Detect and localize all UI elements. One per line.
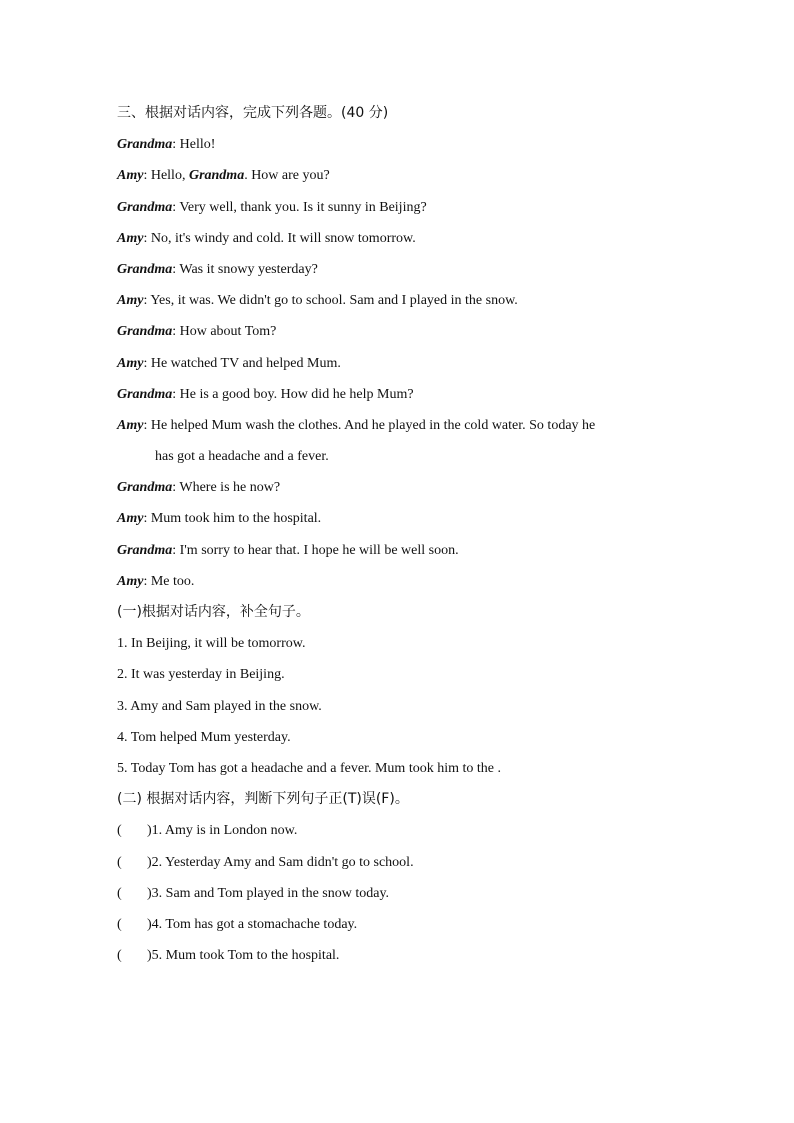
dialogue-text: : He watched TV and helped Mum. (143, 355, 341, 371)
dialogue-line (117, 129, 697, 160)
speaker-name: Amy (117, 168, 144, 184)
fill-in-item: 4. Tom helped Mum yesterday. (117, 729, 291, 745)
dialogue-line (117, 192, 697, 223)
part-two (117, 784, 697, 971)
dialogue-text: : Me too. (143, 573, 195, 589)
statement-text: )3. Sam and Tom played in the snow today. (147, 885, 390, 901)
true-false-item (117, 940, 697, 971)
true-false-item (117, 815, 697, 846)
dialogue-line (117, 348, 697, 379)
part-one (117, 597, 697, 784)
dialogue-text: : How about Tom? (172, 324, 277, 340)
dialogue-text: : Mum took him to the hospital. (143, 511, 322, 527)
dialogue-line (117, 223, 697, 254)
dialogue-text: : Was it snowy yesterday? (172, 261, 318, 277)
speaker-name: Amy (117, 293, 144, 309)
dialogue-line (117, 160, 697, 191)
true-false-item (117, 909, 697, 940)
fill-in-item: 2. It was yesterday in Beijing. (117, 667, 285, 683)
speaker-name: Grandma (117, 324, 173, 340)
speaker-name: Grandma (117, 480, 173, 496)
answer-paren: ( (117, 916, 122, 932)
fill-in-item: 3. Amy and Sam played in the snow. (117, 698, 322, 714)
answer-paren: ( (117, 854, 122, 870)
dialogue-line (117, 566, 697, 597)
dialogue-text: : I'm sorry to hear that. I hope he will be well soon. (172, 542, 459, 558)
dialogue-line (117, 472, 697, 503)
speaker-name: Amy (117, 511, 144, 527)
worksheet (117, 98, 697, 971)
dialogue-line (117, 285, 697, 316)
dialogue-text: : He is a good boy. How did he help Mum? (172, 386, 414, 402)
section-title: 三、根据对话内容，完成下列各题。(40 分) (117, 105, 389, 121)
speaker-name: Amy (117, 573, 144, 589)
speaker-name: Grandma (117, 137, 173, 153)
fill-in-item: 5. Today Tom has got a headache and a fever. Mum took him to the . (117, 760, 501, 776)
answer-paren: ( (117, 948, 122, 964)
part-two-title: (二) 根据对话内容，判断下列句子正(T)误(F)。 (117, 791, 409, 808)
dialogue-text: : Hello! (172, 137, 216, 153)
dialogue-text: : Yes, it was. We didn't go to school. Sam and I played in the snow. (143, 293, 518, 309)
statement-text: )2. Yesterday Amy and Sam didn't go to school. (147, 854, 414, 870)
speaker-name: Amy (117, 230, 144, 246)
statement-text: )1. Amy is in London now. (147, 823, 298, 839)
dialogue-line (117, 535, 697, 566)
dialogue-highlight: Grandma (188, 168, 245, 184)
speaker-name: Grandma (117, 199, 173, 215)
dialogue (117, 129, 697, 597)
answer-paren: ( (117, 823, 122, 839)
dialogue-line (117, 316, 697, 347)
statement-text: )4. Tom has got a stomachache today. (147, 916, 358, 932)
dialogue-text: : Hello, (143, 168, 189, 184)
speaker-name: Grandma (117, 542, 173, 558)
speaker-name: Amy (117, 417, 144, 433)
dialogue-text: : Very well, thank you. Is it sunny in Beijing? (172, 199, 427, 215)
dialogue-text: : No, it's windy and cold. It will snow tomorrow. (143, 230, 416, 246)
dialogue-line-continuation: has got a headache and a fever. (155, 449, 329, 465)
speaker-name: Amy (117, 355, 144, 371)
dialogue-line (117, 503, 697, 534)
dialogue-text: . How are you? (244, 168, 330, 184)
fill-in-item: 1. In Beijing, it will be tomorrow. (117, 636, 306, 652)
part-one-title: (一)根据对话内容，补全句子。 (117, 604, 310, 620)
speaker-name: Grandma (117, 261, 173, 277)
dialogue-text: : He helped Mum wash the clothes. And he played in the cold water. So today he (143, 417, 596, 433)
dialogue-line (117, 379, 697, 410)
dialogue-line (117, 410, 697, 441)
true-false-item (117, 847, 697, 878)
statement-text: )5. Mum took Tom to the hospital. (147, 948, 340, 964)
dialogue-text: : Where is he now? (172, 480, 281, 496)
speaker-name: Grandma (117, 386, 173, 402)
dialogue-line (117, 254, 697, 285)
answer-paren: ( (117, 885, 122, 901)
true-false-item (117, 878, 697, 909)
